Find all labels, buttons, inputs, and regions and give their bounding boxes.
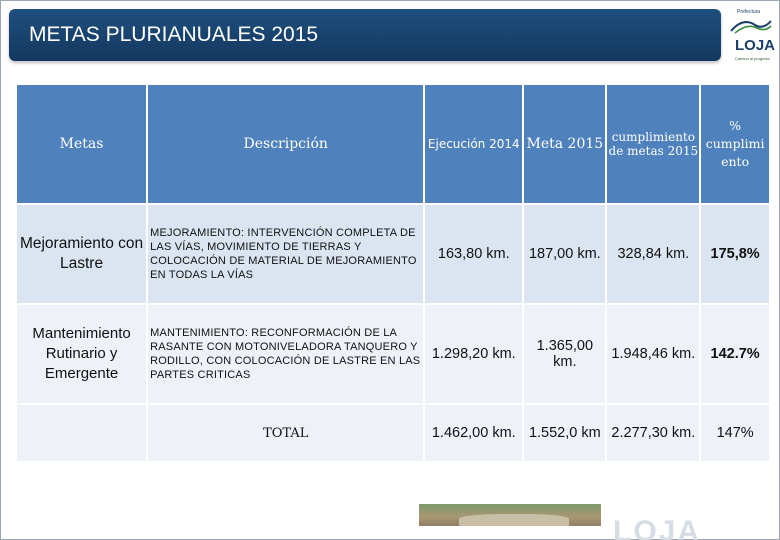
header-cumplimiento: cumplimiento de metas 2015 — [607, 85, 699, 203]
header-pct-line1: % — [729, 118, 742, 133]
logo-sub-text: Camino al progreso — [735, 56, 770, 61]
metas-table — [15, 83, 771, 463]
header-porcentaje — [701, 85, 769, 203]
table-row — [17, 305, 769, 403]
table-row — [17, 205, 769, 303]
road-photo — [419, 504, 601, 526]
header-descripcion: Descripción — [148, 85, 423, 203]
total-cumplimiento: 2.277,30 km. — [607, 405, 699, 461]
road-surface — [459, 514, 569, 526]
header-metas: Metas — [17, 85, 146, 203]
total-empty-cell — [17, 405, 146, 461]
row-porcentaje: 142.7% — [701, 305, 769, 403]
row-ejecucion: 163,80 km. — [425, 205, 522, 303]
row-meta-name: Mantenimiento Rutinario y Emergente — [17, 305, 146, 403]
row-descripcion: MEJORAMIENTO: INTERVENCIÓN COMPLETA DE LAS VÍAS, MOVIMIENTO DE TIERRAS Y COLOCACIÓN DE MATERIAL DE MEJORAMIENTO EN TODAS LA VÍAS — [148, 205, 423, 303]
table-total-row — [17, 405, 769, 461]
page-title: METAS PLURIANUALES 2015 — [29, 23, 319, 46]
row-cumplimiento: 1.948,46 km. — [607, 305, 699, 403]
header-pct-line2: cumplimi — [705, 136, 765, 151]
header-ejecucion: Ejecución 2014 — [425, 85, 522, 203]
total-meta-2015: 1.552,0 km — [524, 405, 605, 461]
logo-top-text: Prefectura — [737, 9, 761, 15]
mountain-swoosh-icon — [729, 15, 773, 35]
header-meta: Meta 2015 — [524, 85, 605, 203]
header-pct-line3: ento — [721, 154, 750, 169]
total-label: TOTAL — [148, 405, 423, 461]
row-meta-2015: 1.365,00 km. — [524, 305, 605, 403]
title-bar — [9, 9, 721, 61]
row-cumplimiento: 328,84 km. — [607, 205, 699, 303]
logo-word: LOJA — [735, 37, 776, 54]
prefectura-loja-logo — [723, 5, 779, 65]
total-ejecucion: 1.462,00 km. — [425, 405, 522, 461]
row-meta-2015: 187,00 km. — [524, 205, 605, 303]
row-descripcion: MANTENIMIENTO: RECONFORMACIÓN DE LA RASANTE CON MOTONIVELADORA TANQUERO Y RODILLO, CON COLOCACIÓN DE LASTRE EN LAS PARTES CRITICAS — [148, 305, 423, 403]
table-header-row — [17, 85, 769, 203]
footer-watermark: LOJA — [613, 515, 702, 540]
row-meta-name: Mejoramiento con Lastre — [17, 205, 146, 303]
total-porcentaje: 147% — [701, 405, 769, 461]
row-ejecucion: 1.298,20 km. — [425, 305, 522, 403]
row-porcentaje: 175,8% — [701, 205, 769, 303]
